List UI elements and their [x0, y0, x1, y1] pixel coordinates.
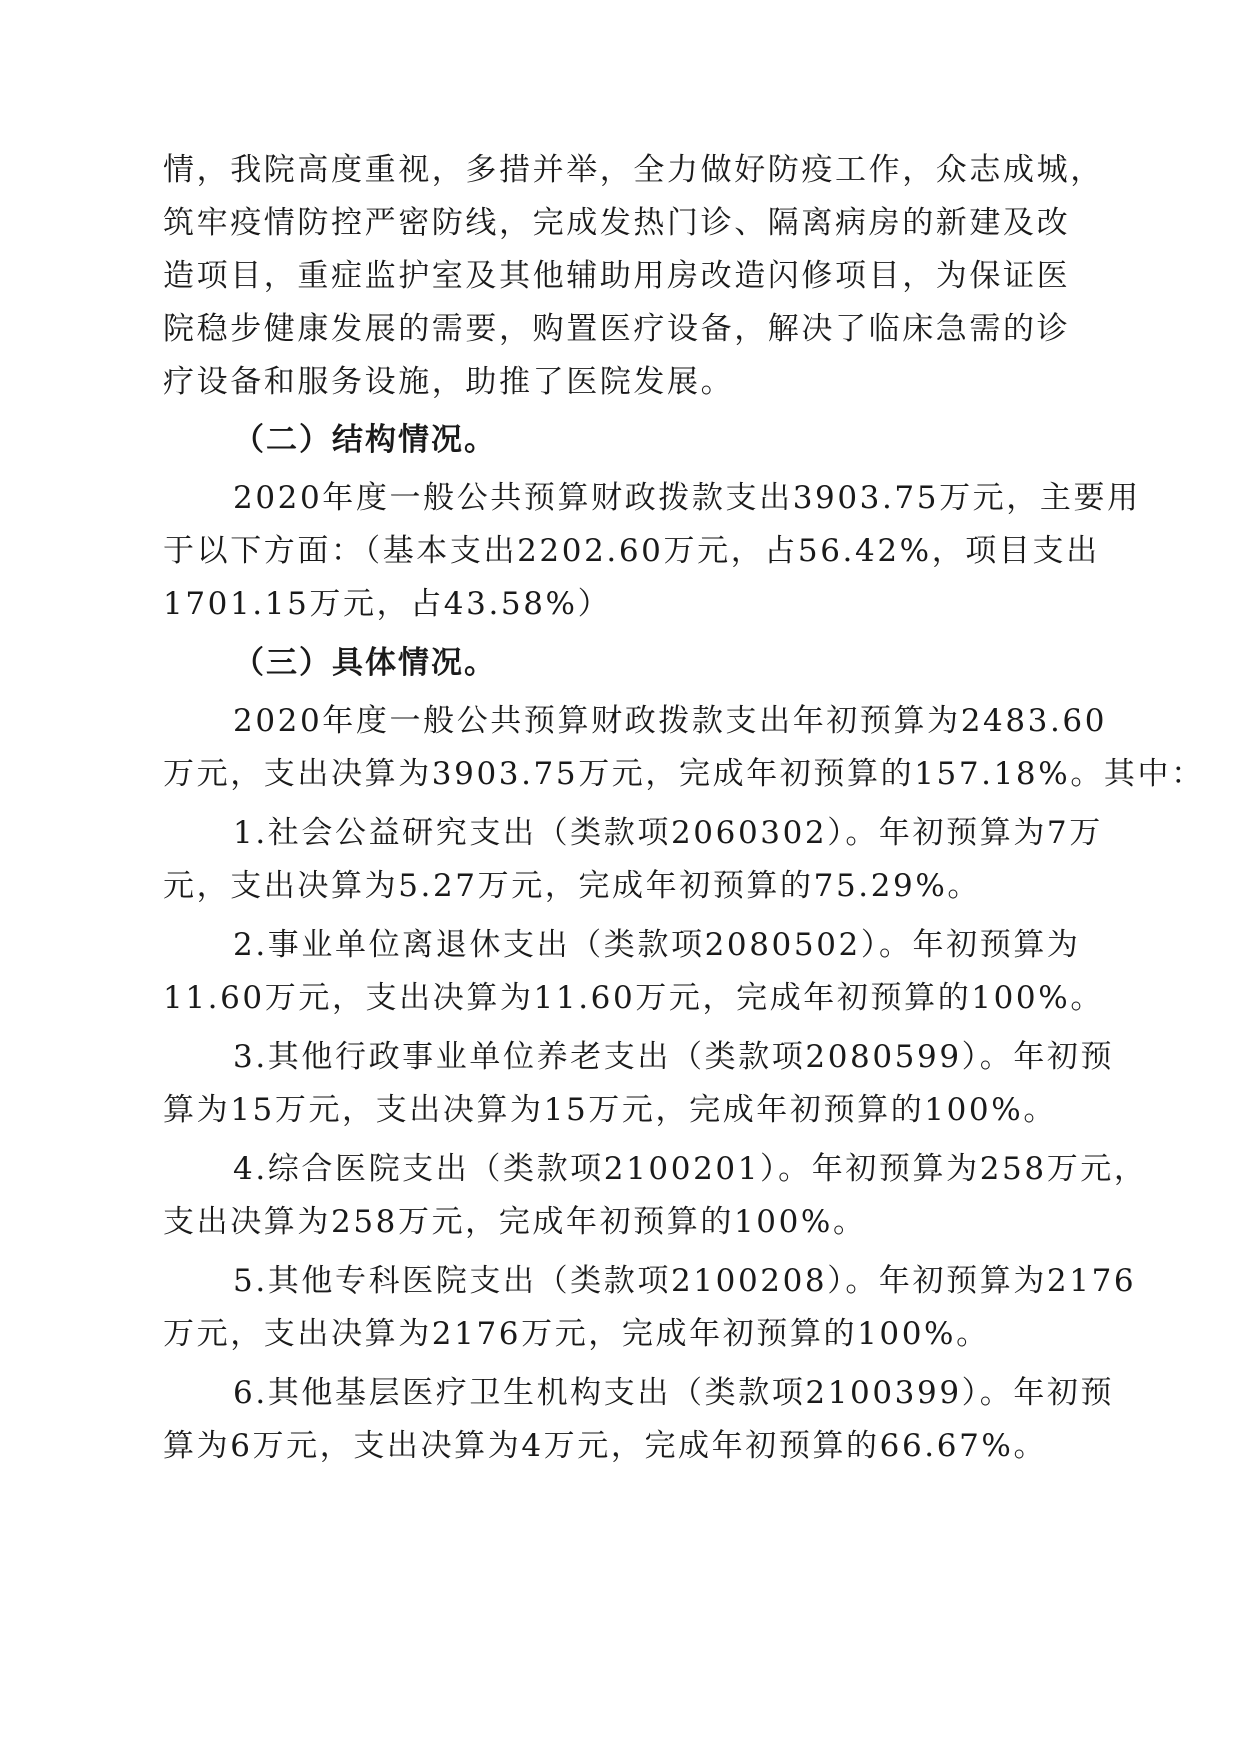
detail-intro-line-2: 万元，支出决算为3903.75万元，完成年初预算的157.18%。其中： — [163, 756, 1205, 792]
detail-intro-line-1: 2020年度一般公共预算财政拨款支出年初预算为2483.60 — [233, 703, 1108, 739]
item-3-line-1: 3.其他行政事业单位养老支出（类款项2080599）。年初预 — [233, 1039, 1115, 1075]
item-6-line-2: 算为6万元，支出决算为4万元，完成年初预算的66.67%。 — [163, 1428, 1048, 1464]
item-5-line-2: 万元，支出决算为2176万元，完成年初预算的100%。 — [163, 1316, 990, 1352]
section-heading-structure: （二）结构情况。 — [233, 422, 497, 458]
section-heading-detail: （三）具体情况。 — [233, 645, 497, 681]
intro-line-2: 筑牢疫情防控严密防线，完成发热门诊、隔离病房的新建及改 — [163, 205, 1071, 241]
item-5-line-1: 5.其他专科医院支出（类款项2100208）。年初预算为2176 — [233, 1263, 1137, 1299]
item-4-line-1: 4.综合医院支出（类款项2100201）。年初预算为258万元， — [233, 1151, 1148, 1187]
intro-line-4: 院稳步健康发展的需要，购置医疗设备，解决了临床急需的诊 — [163, 311, 1071, 347]
structure-line-3: 1701.15万元，占43.58%） — [163, 586, 612, 622]
intro-line-5: 疗设备和服务设施，助推了医院发展。 — [163, 364, 735, 400]
structure-line-1: 2020年度一般公共预算财政拨款支出3903.75万元，主要用 — [233, 480, 1141, 516]
item-2-line-1: 2.事业单位离退休支出（类款项2080502）。年初预算为 — [233, 927, 1081, 963]
intro-line-3: 造项目，重症监护室及其他辅助用房改造闪修项目，为保证医 — [163, 258, 1071, 294]
item-1-line-2: 元，支出决算为5.27万元，完成年初预算的75.29%。 — [163, 868, 982, 904]
item-6-line-1: 6.其他基层医疗卫生机构支出（类款项2100399）。年初预 — [233, 1375, 1115, 1411]
item-4-line-2: 支出决算为258万元，完成年初预算的100%。 — [163, 1204, 867, 1240]
item-1-line-1: 1.社会公益研究支出（类款项2060302）。年初预算为7万 — [233, 815, 1103, 851]
intro-line-1: 情，我院高度重视，多措并举，全力做好防疫工作，众志成城， — [163, 152, 1104, 188]
structure-line-2: 于以下方面：（基本支出2202.60万元，占56.42%，项目支出 — [163, 533, 1100, 569]
item-3-line-2: 算为15万元，支出决算为15万元，完成年初预算的100%。 — [163, 1092, 1057, 1128]
item-2-line-2: 11.60万元，支出决算为11.60万元，完成年初预算的100%。 — [163, 980, 1104, 1016]
